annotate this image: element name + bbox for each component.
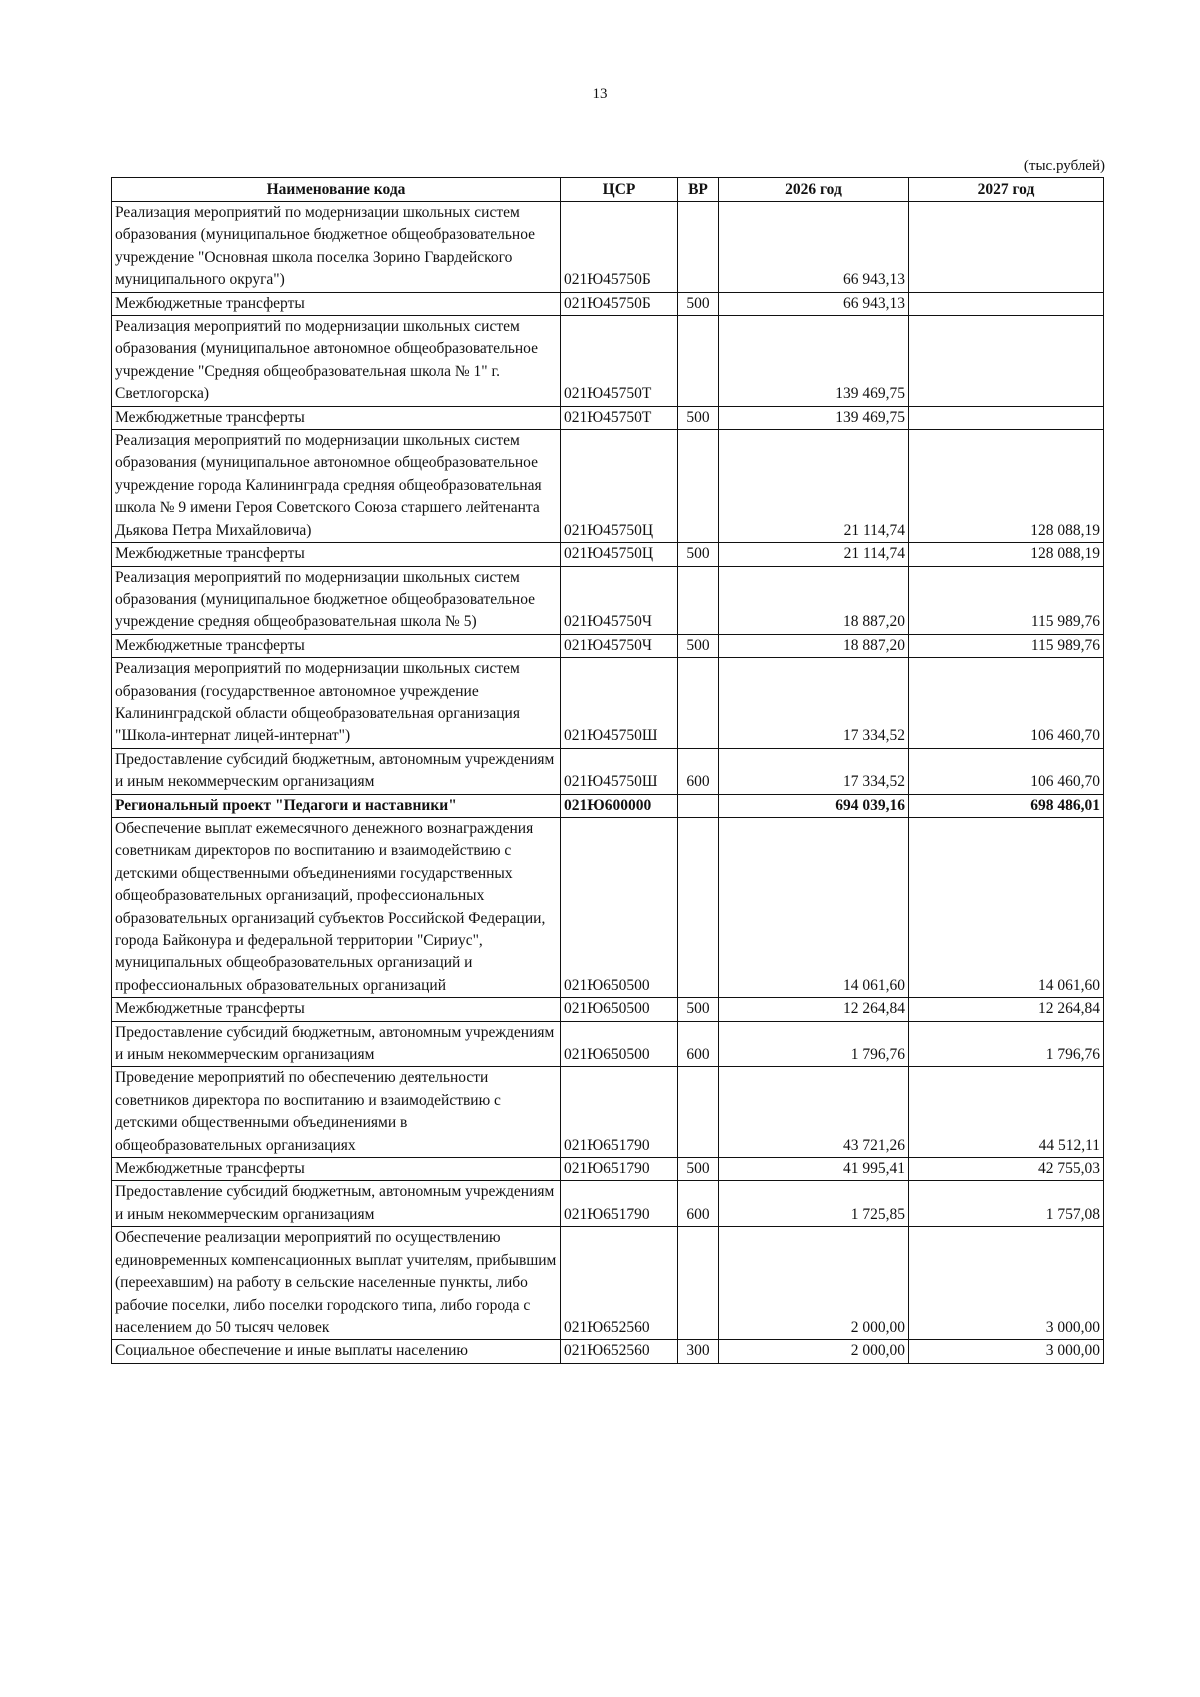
cell-2027 bbox=[909, 292, 1104, 315]
header-row bbox=[112, 178, 1104, 202]
page-number: 13 bbox=[592, 86, 608, 102]
cell-vr bbox=[678, 202, 719, 293]
cell-2027: 128 088,19 bbox=[909, 430, 1104, 543]
cell-csr: 021Ю45750Т bbox=[561, 316, 678, 407]
cell-name: Предоставление субсидий бюджетным, автономным учреждениям и иным некоммерческим организациям bbox=[112, 1181, 561, 1227]
table-row bbox=[112, 1227, 1104, 1340]
cell-2026: 66 943,13 bbox=[719, 292, 909, 315]
cell-2027: 128 088,19 bbox=[909, 543, 1104, 566]
cell-vr bbox=[678, 430, 719, 543]
cell-csr: 021Ю45750Ш bbox=[561, 748, 678, 794]
cell-2026: 18 887,20 bbox=[719, 634, 909, 657]
cell-name: Межбюджетные трансферты bbox=[112, 1158, 561, 1181]
cell-name: Реализация мероприятий по модернизации школьных систем образования (муниципальное бюджетное общеобразовательное учреждение "Основная школа поселка Зорино Гвардейского муниципального округа") bbox=[112, 202, 561, 293]
cell-csr: 021Ю45750Ш bbox=[561, 658, 678, 749]
cell-vr bbox=[678, 566, 719, 634]
table-row bbox=[112, 1067, 1104, 1158]
table-row bbox=[112, 430, 1104, 543]
cell-2027: 698 486,01 bbox=[909, 794, 1104, 817]
table-row bbox=[112, 292, 1104, 315]
header-2027: 2027 год bbox=[909, 178, 1104, 202]
cell-csr: 021Ю45750Ч bbox=[561, 566, 678, 634]
header-name: Наименование кода bbox=[112, 178, 561, 202]
cell-name: Предоставление субсидий бюджетным, автономным учреждениям и иным некоммерческим организациям bbox=[112, 1021, 561, 1067]
cell-2027 bbox=[909, 316, 1104, 407]
cell-2027: 1 757,08 bbox=[909, 1181, 1104, 1227]
cell-vr bbox=[678, 794, 719, 817]
cell-csr: 021Ю652560 bbox=[561, 1227, 678, 1340]
cell-vr bbox=[678, 817, 719, 997]
cell-2027: 3 000,00 bbox=[909, 1340, 1104, 1363]
cell-vr: 500 bbox=[678, 634, 719, 657]
cell-csr: 021Ю651790 bbox=[561, 1181, 678, 1227]
cell-name: Реализация мероприятий по модернизации школьных систем образования (муниципальное автономное общеобразовательное учреждение "Средняя общеобразовательная школа № 1" г. Светлогорска) bbox=[112, 316, 561, 407]
table-row bbox=[112, 1158, 1104, 1181]
cell-vr: 500 bbox=[678, 406, 719, 429]
cell-2026: 66 943,13 bbox=[719, 202, 909, 293]
cell-2026: 1 725,85 bbox=[719, 1181, 909, 1227]
cell-vr: 500 bbox=[678, 1158, 719, 1181]
table-row bbox=[112, 543, 1104, 566]
cell-csr: 021Ю45750Ц bbox=[561, 430, 678, 543]
cell-2026: 41 995,41 bbox=[719, 1158, 909, 1181]
cell-csr: 021Ю600000 bbox=[561, 794, 678, 817]
cell-vr bbox=[678, 316, 719, 407]
cell-vr bbox=[678, 658, 719, 749]
table-row bbox=[112, 634, 1104, 657]
cell-name: Реализация мероприятий по модернизации школьных систем образования (муниципальное бюджетное общеобразовательное учреждение средняя общеобразовательная школа № 5) bbox=[112, 566, 561, 634]
cell-2026: 139 469,75 bbox=[719, 316, 909, 407]
table-row bbox=[112, 202, 1104, 293]
cell-2026: 18 887,20 bbox=[719, 566, 909, 634]
cell-csr: 021Ю650500 bbox=[561, 998, 678, 1021]
cell-2026: 12 264,84 bbox=[719, 998, 909, 1021]
cell-2027: 14 061,60 bbox=[909, 817, 1104, 997]
cell-2027 bbox=[909, 406, 1104, 429]
cell-2027: 3 000,00 bbox=[909, 1227, 1104, 1340]
table-row bbox=[112, 1021, 1104, 1067]
table-row bbox=[112, 748, 1104, 794]
cell-vr: 600 bbox=[678, 1181, 719, 1227]
cell-name: Межбюджетные трансферты bbox=[112, 998, 561, 1021]
cell-2026: 14 061,60 bbox=[719, 817, 909, 997]
cell-name: Межбюджетные трансферты bbox=[112, 543, 561, 566]
cell-2027: 42 755,03 bbox=[909, 1158, 1104, 1181]
cell-vr: 500 bbox=[678, 292, 719, 315]
cell-2027: 115 989,76 bbox=[909, 566, 1104, 634]
table-row bbox=[112, 566, 1104, 634]
cell-name: Социальное обеспечение и иные выплаты населению bbox=[112, 1340, 561, 1363]
header-vr: ВР bbox=[678, 178, 719, 202]
cell-2026: 21 114,74 bbox=[719, 430, 909, 543]
cell-vr: 600 bbox=[678, 748, 719, 794]
cell-name: Межбюджетные трансферты bbox=[112, 406, 561, 429]
cell-csr: 021Ю651790 bbox=[561, 1067, 678, 1158]
cell-name: Проведение мероприятий по обеспечению деятельности советников директора по воспитанию и взаимодействию с детскими общественными объединениями в общеобразовательных организациях bbox=[112, 1067, 561, 1158]
cell-csr: 021Ю45750Ц bbox=[561, 543, 678, 566]
cell-2026: 2 000,00 bbox=[719, 1227, 909, 1340]
cell-vr: 300 bbox=[678, 1340, 719, 1363]
cell-name: Межбюджетные трансферты bbox=[112, 292, 561, 315]
cell-name: Межбюджетные трансферты bbox=[112, 634, 561, 657]
header-2026: 2026 год bbox=[719, 178, 909, 202]
budget-table bbox=[111, 177, 1104, 1364]
cell-2027: 44 512,11 bbox=[909, 1067, 1104, 1158]
cell-2027: 12 264,84 bbox=[909, 998, 1104, 1021]
cell-2027 bbox=[909, 202, 1104, 293]
cell-name: Реализация мероприятий по модернизации школьных систем образования (государственное автономное учреждение Калининградской области общеобразовательная организация "Школа-интернат лицей-интернат") bbox=[112, 658, 561, 749]
cell-2026: 21 114,74 bbox=[719, 543, 909, 566]
cell-2026: 1 796,76 bbox=[719, 1021, 909, 1067]
cell-2027: 106 460,70 bbox=[909, 748, 1104, 794]
cell-name: Обеспечение реализации мероприятий по осуществлению единовременных компенсационных выплат учителям, прибывшим (переехавшим) на работу в сельские населенные пункты, либо рабочие поселки, либо поселки городского типа, либо города с населением до 50 тысяч человек bbox=[112, 1227, 561, 1340]
cell-csr: 021Ю45750Б bbox=[561, 292, 678, 315]
cell-csr: 021Ю652560 bbox=[561, 1340, 678, 1363]
table-row bbox=[112, 1181, 1104, 1227]
cell-csr: 021Ю45750Т bbox=[561, 406, 678, 429]
cell-2026: 2 000,00 bbox=[719, 1340, 909, 1363]
table-body bbox=[112, 202, 1104, 1364]
cell-csr: 021Ю651790 bbox=[561, 1158, 678, 1181]
cell-2026: 17 334,52 bbox=[719, 748, 909, 794]
cell-name: Региональный проект "Педагоги и наставники" bbox=[112, 794, 561, 817]
table-row bbox=[112, 998, 1104, 1021]
cell-2027: 106 460,70 bbox=[909, 658, 1104, 749]
table-row bbox=[112, 316, 1104, 407]
cell-vr bbox=[678, 1067, 719, 1158]
table-row bbox=[112, 794, 1104, 817]
table-row bbox=[112, 658, 1104, 749]
cell-csr: 021Ю650500 bbox=[561, 817, 678, 997]
cell-2027: 1 796,76 bbox=[909, 1021, 1104, 1067]
units-label: (тыс.рублей) bbox=[1023, 158, 1105, 174]
cell-2026: 694 039,16 bbox=[719, 794, 909, 817]
cell-2026: 17 334,52 bbox=[719, 658, 909, 749]
table-header bbox=[112, 178, 1104, 202]
cell-name: Обеспечение выплат ежемесячного денежного вознаграждения советникам директоров по воспитанию и взаимодействию с детскими общественными объединениями государственных общеобразовательных организаций, профессиональных образовательных организаций субъектов Российской Федерации, города Байконура и федеральной территории "Сириус", муниципальных общеобразовательных организаций и профессиональных образовательных организаций bbox=[112, 817, 561, 997]
cell-2027: 115 989,76 bbox=[909, 634, 1104, 657]
header-csr: ЦСР bbox=[561, 178, 678, 202]
table-row bbox=[112, 406, 1104, 429]
cell-csr: 021Ю45750Ч bbox=[561, 634, 678, 657]
cell-2026: 139 469,75 bbox=[719, 406, 909, 429]
cell-2026: 43 721,26 bbox=[719, 1067, 909, 1158]
table-row bbox=[112, 817, 1104, 997]
table-row bbox=[112, 1340, 1104, 1363]
cell-vr bbox=[678, 1227, 719, 1340]
cell-csr: 021Ю650500 bbox=[561, 1021, 678, 1067]
cell-name: Реализация мероприятий по модернизации школьных систем образования (муниципальное автономное общеобразовательное учреждение города Калининграда средняя общеобразовательная школа № 9 имени Героя Советского Союза старшего лейтенанта Дьякова Петра Михайловича) bbox=[112, 430, 561, 543]
cell-vr: 600 bbox=[678, 1021, 719, 1067]
cell-vr: 500 bbox=[678, 998, 719, 1021]
cell-vr: 500 bbox=[678, 543, 719, 566]
cell-csr: 021Ю45750Б bbox=[561, 202, 678, 293]
cell-name: Предоставление субсидий бюджетным, автономным учреждениям и иным некоммерческим организациям bbox=[112, 748, 561, 794]
